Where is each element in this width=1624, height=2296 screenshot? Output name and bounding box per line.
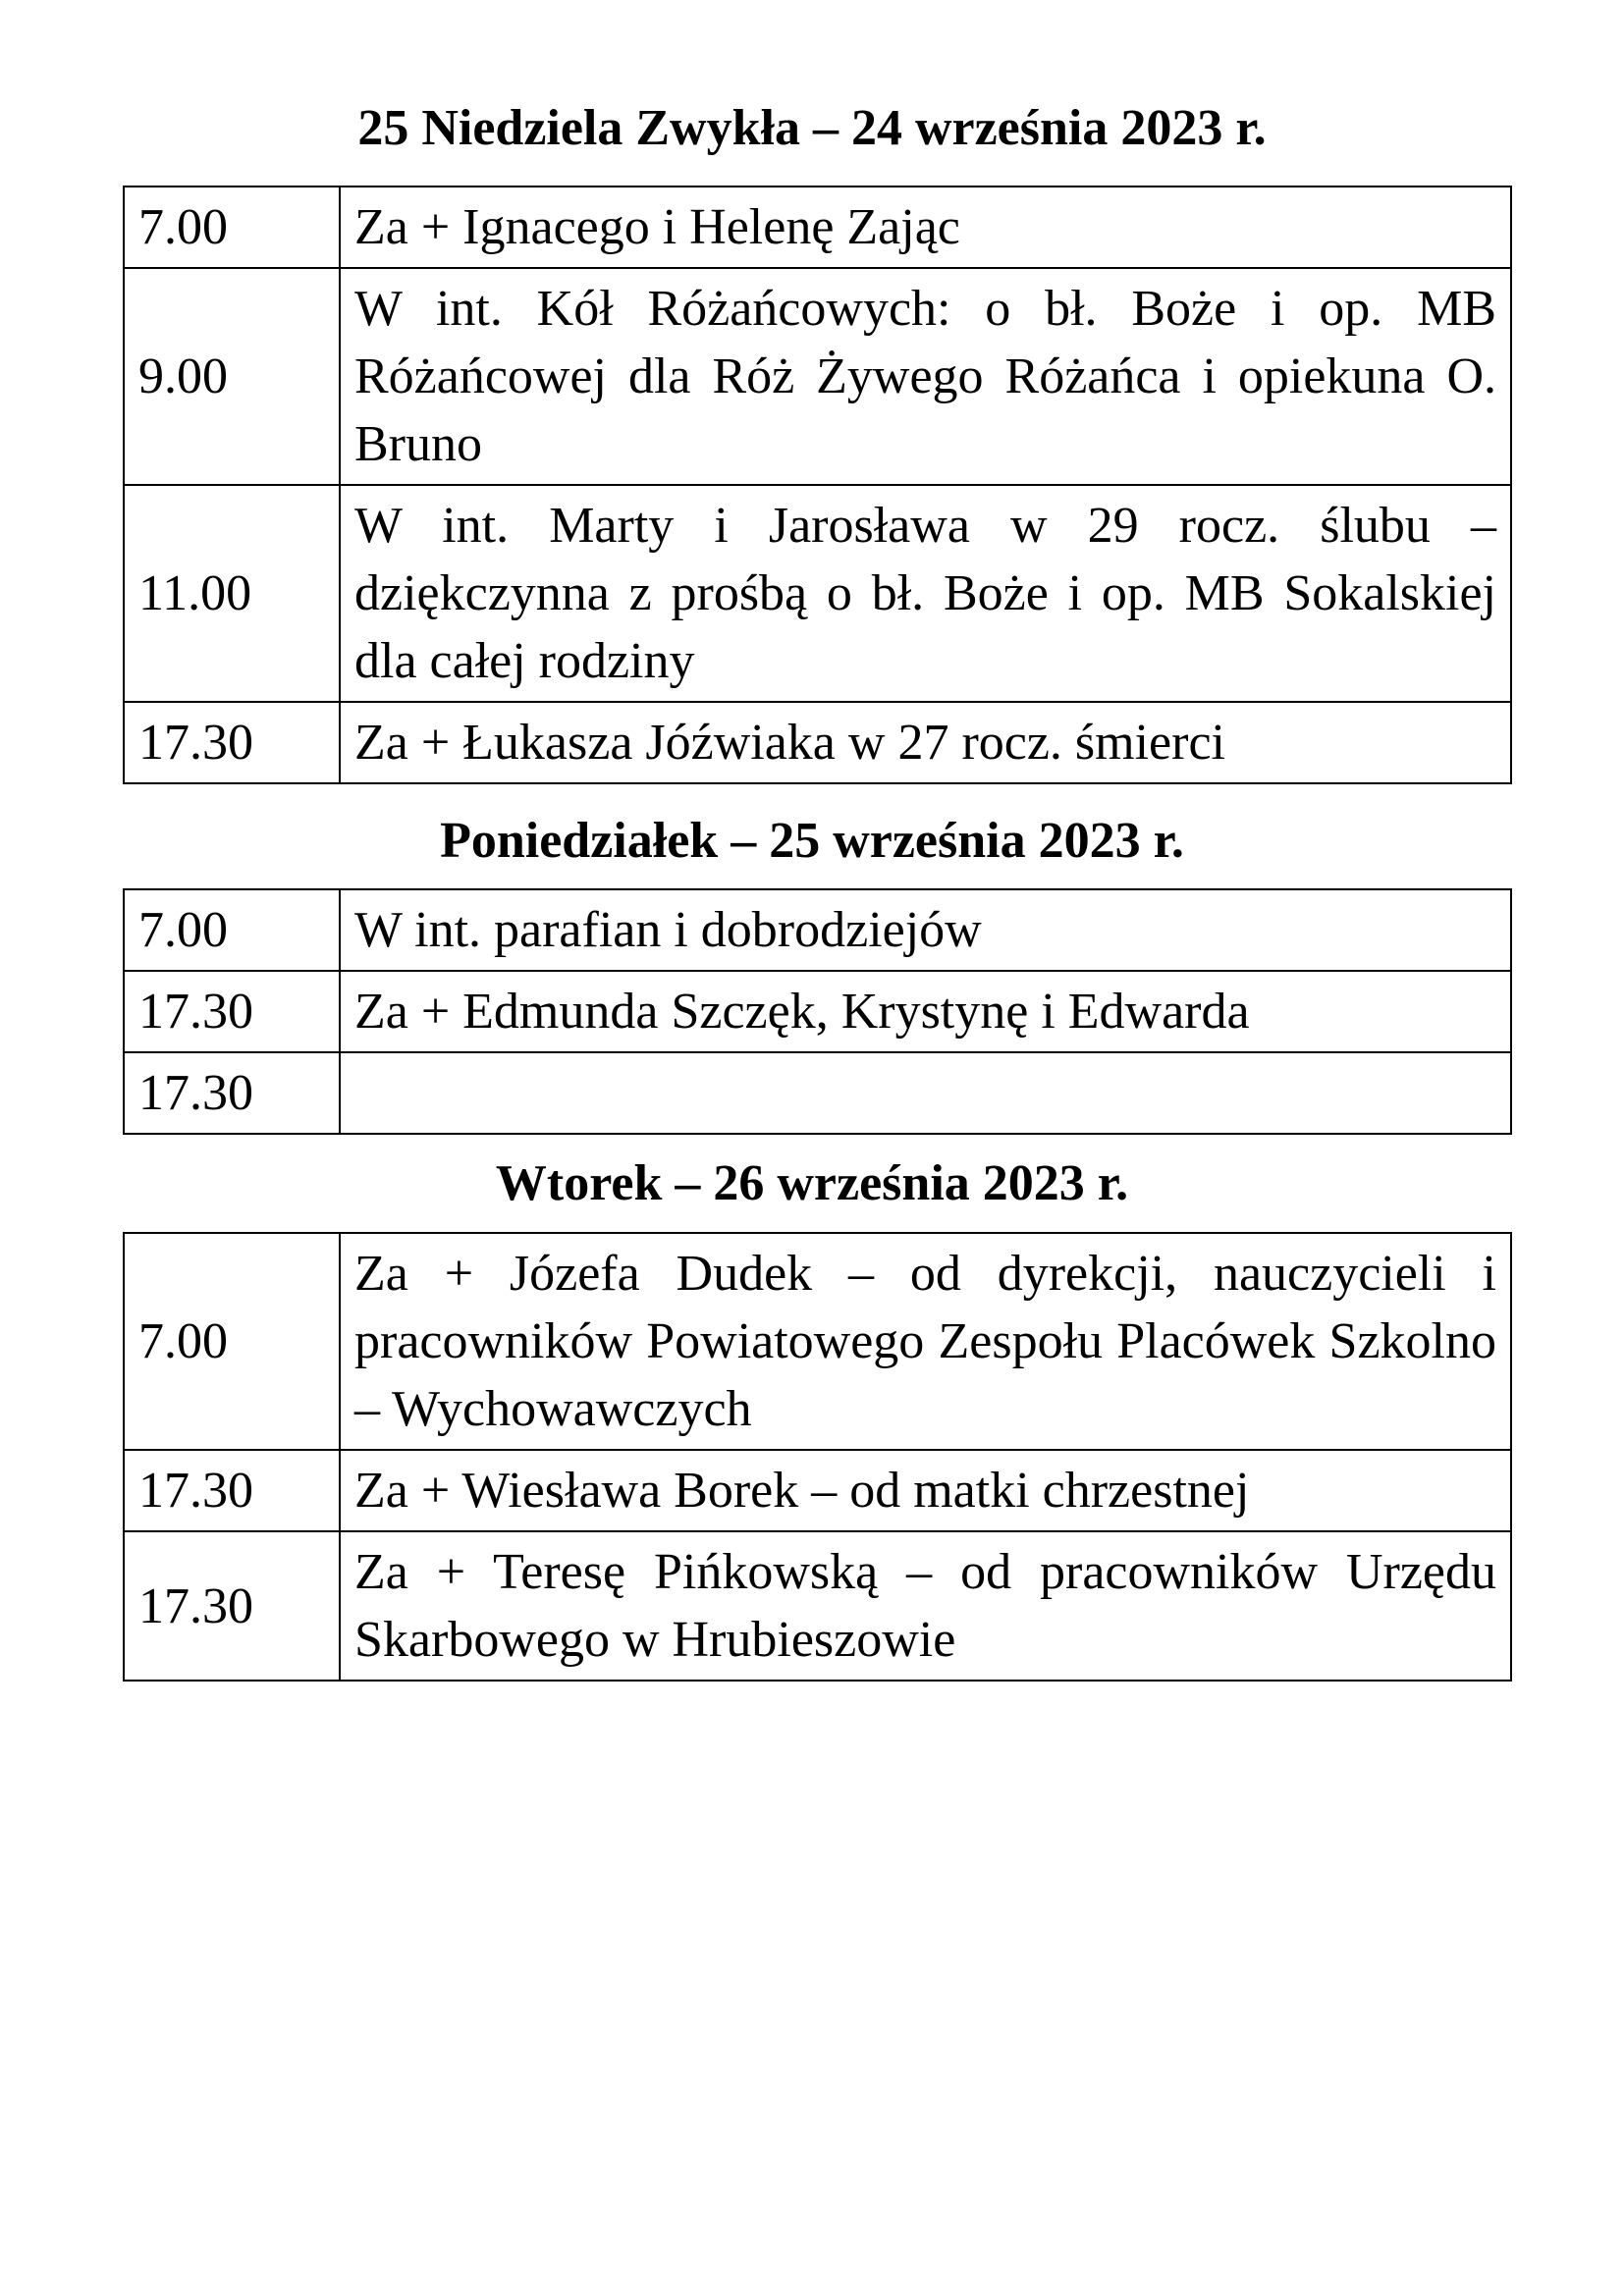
table-row <box>124 187 1511 268</box>
mass-time: 9.00 <box>124 268 340 485</box>
table-row <box>124 485 1511 702</box>
table-row <box>124 268 1511 485</box>
table-row <box>124 1450 1511 1531</box>
mass-time: 17.30 <box>124 1531 340 1681</box>
mass-table-sunday <box>123 186 1512 784</box>
mass-intention: W int. Kół Różańcowych: o bł. Boże i op. MB Różańcowej dla Róż Żywego Różańca i opiekuna O. Bruno <box>340 268 1511 485</box>
table-row <box>124 1052 1511 1134</box>
mass-intention <box>340 1052 1511 1134</box>
mass-intention: Za + Józefa Dudek – od dyrekcji, nauczycieli i pracowników Powiatowego Zespołu Placówek Szkolno – Wychowawczych <box>340 1233 1511 1450</box>
section-title-monday: Poniedziałek – 25 września 2023 r. <box>440 813 1184 869</box>
table-row <box>124 1531 1511 1681</box>
mass-table-tuesday <box>123 1232 1512 1682</box>
table-row <box>124 971 1511 1052</box>
mass-intention: W int. parafian i dobrodziejów <box>340 889 1511 971</box>
table-row <box>124 889 1511 971</box>
mass-time: 17.30 <box>124 1052 340 1134</box>
mass-intention: Za + Ignacego i Helenę Zając <box>340 187 1511 268</box>
mass-time: 17.30 <box>124 702 340 783</box>
mass-intention: Za + Teresę Pińkowską – od pracowników Urzędu Skarbowego w Hrubieszowie <box>340 1531 1511 1681</box>
mass-time: 7.00 <box>124 1233 340 1450</box>
mass-intention: W int. Marty i Jarosława w 29 rocz. ślubu – dziękczynna z prośbą o bł. Boże i op. MB Sokalskiej dla całej rodziny <box>340 485 1511 702</box>
mass-time: 7.00 <box>124 187 340 268</box>
mass-intention: Za + Edmunda Szczęk, Krystynę i Edwarda <box>340 971 1511 1052</box>
mass-time: 7.00 <box>124 889 340 971</box>
table-row <box>124 1233 1511 1450</box>
mass-time: 11.00 <box>124 485 340 702</box>
mass-intention: Za + Wiesława Borek – od matki chrzestnej <box>340 1450 1511 1531</box>
section-title-tuesday: Wtorek – 26 września 2023 r. <box>495 1155 1129 1211</box>
mass-time: 17.30 <box>124 1450 340 1531</box>
table-row <box>124 702 1511 783</box>
mass-time: 17.30 <box>124 971 340 1052</box>
mass-table-monday <box>123 888 1512 1135</box>
section-title-sunday: 25 Niedziela Zwykła – 24 września 2023 r. <box>357 100 1267 156</box>
mass-intention: Za + Łukasza Jóźwiaka w 27 rocz. śmierci <box>340 702 1511 783</box>
